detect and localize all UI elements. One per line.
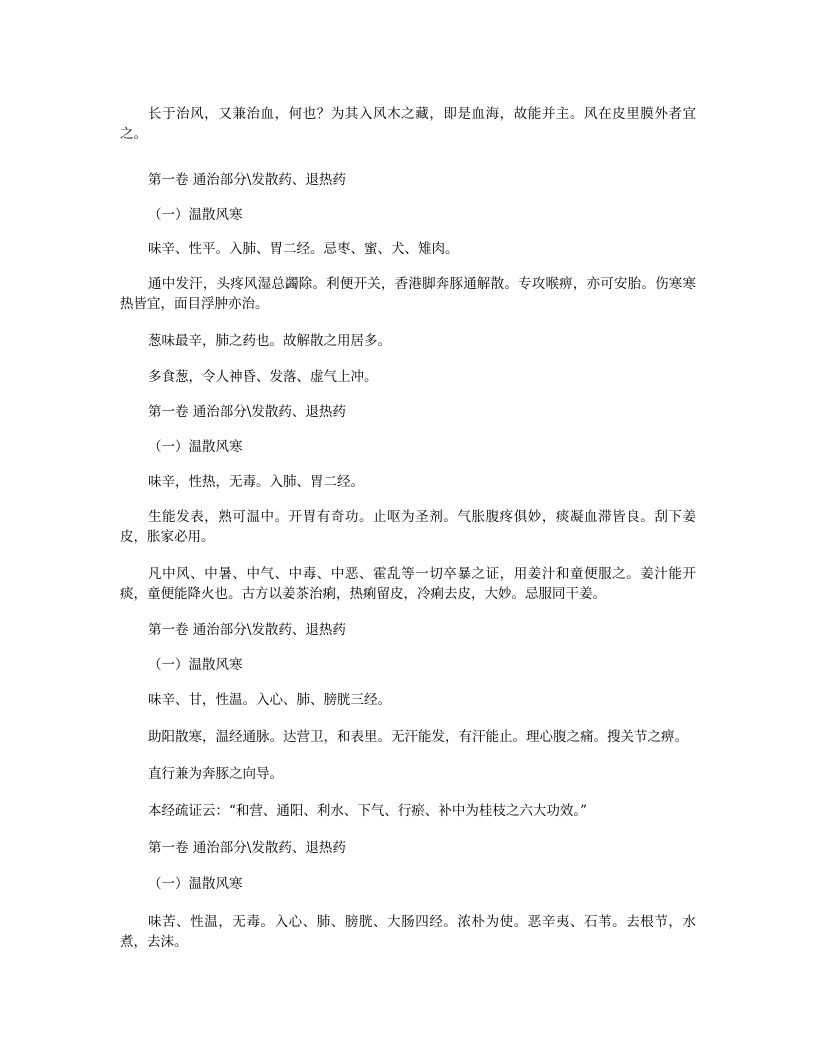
subsection-heading: （一）温散风寒 xyxy=(148,207,243,223)
paragraph: 多食葱，令人神昏、发落、虚气上冲。 xyxy=(148,369,378,385)
paragraph: 凡中风、中暑、中气、中毒、中恶、霍乱等一切卒暴之证，用姜汁和童便服之。姜汁能开痰，童便能降火也。古方以姜茶治痢，热痢留皮，冷痢去皮，大妙。忌服同干姜。 xyxy=(120,566,696,602)
paragraph: 生能发表，熟可温中。开胃有奇功。止呕为圣剂。气胀腹疼俱妙，痰凝血滞皆良。刮下姜皮，胀家必用。 xyxy=(120,509,696,545)
paragraph: 助阳散寒，温经通脉。达营卫，和表里。无汗能发，有汗能止。理心腹之痛。搜关节之痹。 xyxy=(148,729,688,745)
subsection-heading: （一）温散风寒 xyxy=(148,439,243,455)
section-heading: 第一卷 通治部分\发散药、退热药 xyxy=(148,622,346,638)
section-heading: 第一卷 通治部分\发散药、退热药 xyxy=(148,840,346,856)
paragraph: 味辛、甘，性温。入心、肺、膀胱三经。 xyxy=(148,692,391,708)
section-heading: 第一卷 通治部分\发散药、退热药 xyxy=(148,172,346,188)
paragraph: 长于治风，又兼治血，何也？为其入风木之藏，即是血海，故能并主。风在皮里膜外者宜之。 xyxy=(120,106,696,142)
paragraph: 通中发汗，头疼风湿总蠲除。利便开关，香港脚奔豚通解散。专攻喉痹，亦可安胎。伤寒寒热皆宜，面目浮肿亦治。 xyxy=(120,276,696,312)
paragraph: 味苦、性温，无毒。入心、肺、膀胱、大肠四经。浓朴为使。恶辛夷、石苇。去根节，水煮，去沫。 xyxy=(120,914,696,950)
subsection-heading: （一）温散风寒 xyxy=(148,657,243,673)
subsection-heading: （一）温散风寒 xyxy=(148,876,243,892)
section-heading: 第一卷 通治部分\发散药、退热药 xyxy=(148,404,346,420)
paragraph: 直行兼为奔豚之向导。 xyxy=(148,766,283,782)
paragraph: 葱味最辛，肺之药也。故解散之用居多。 xyxy=(148,333,391,349)
paragraph: 本经疏证云：“和营、通阳、利水、下气、行瘀、补中为桂枝之六大功效。” xyxy=(148,803,588,819)
paragraph: 味辛、性平。入肺、胃二经。忌枣、蜜、犬、雉肉。 xyxy=(148,241,459,257)
paragraph: 味辛，性热，无毒。入肺、胃二经。 xyxy=(148,474,364,490)
